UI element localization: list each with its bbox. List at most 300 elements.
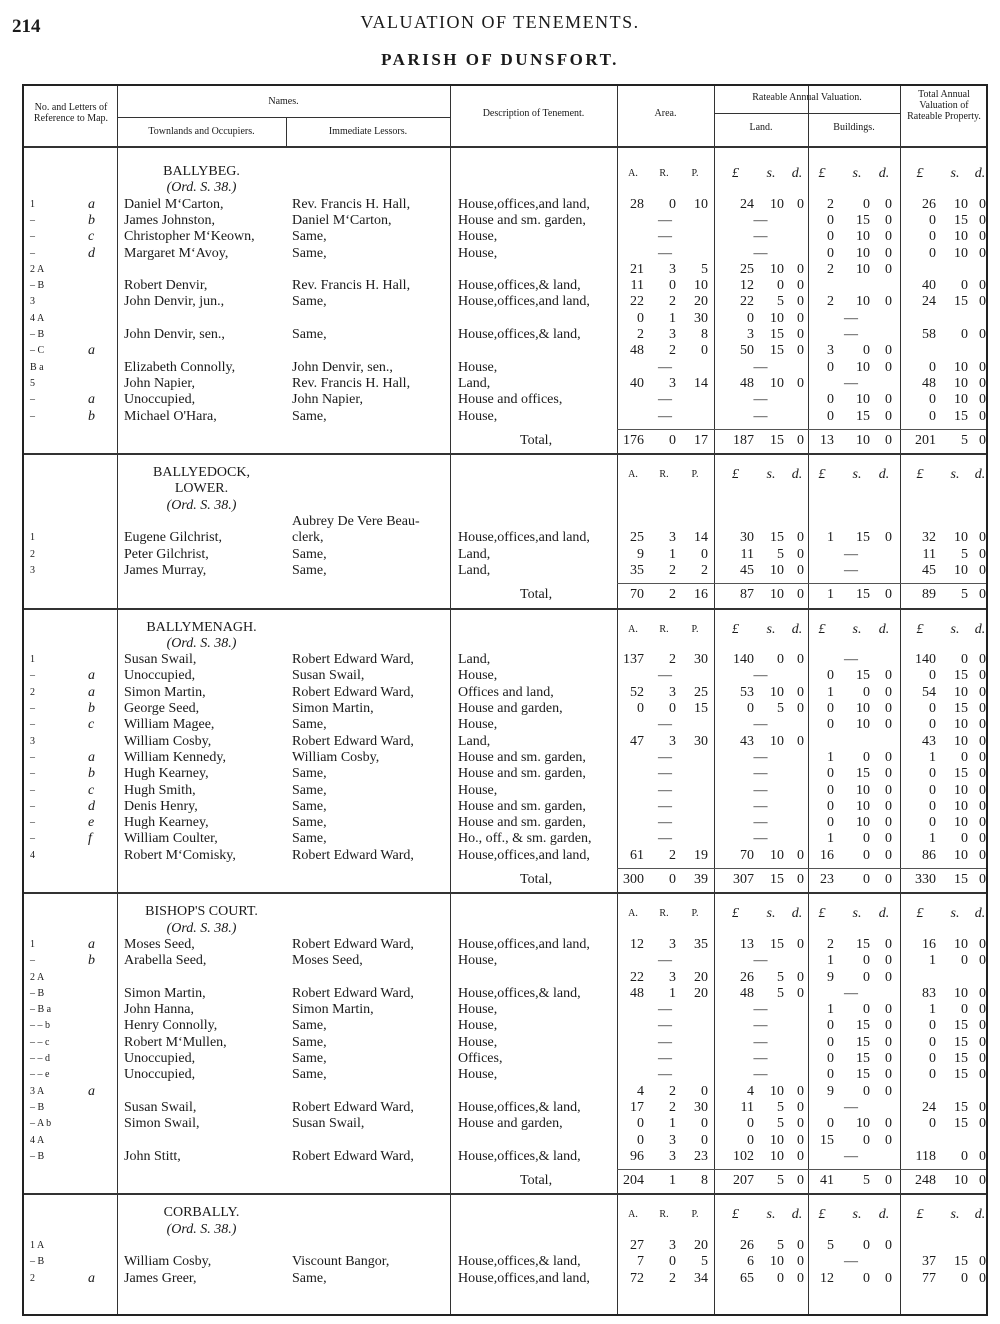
occupier-name: Unoccupied, [124, 392, 196, 408]
header-rateable: Rateable Annual Valuation. [752, 92, 862, 103]
area-value: 25 [630, 530, 644, 546]
area-value: 0 [637, 1116, 644, 1132]
unit-label: s. [852, 906, 862, 922]
lessor-name: Same, [292, 831, 327, 847]
bld-value: 15 [820, 1132, 834, 1148]
occupier-name: George Seed, [124, 701, 200, 716]
bld-value: 10 [856, 798, 870, 814]
bld-value: 0 [827, 668, 834, 684]
land-value: 87 [740, 587, 754, 603]
land-value: 43 [740, 733, 754, 749]
land-value: 0 [797, 327, 804, 342]
map-ref: – [30, 394, 35, 406]
area-value: 2 [637, 327, 644, 342]
land-value: 0 [797, 684, 804, 700]
bld-value: 15 [856, 1067, 870, 1083]
map-ref-letter: f [88, 831, 92, 847]
bld-value: 0 [885, 872, 892, 887]
land-value: 0 [797, 1254, 804, 1270]
tot-value: 0 [929, 701, 936, 716]
bld-value: 0 [885, 229, 892, 245]
map-ref: – C [30, 345, 45, 357]
tot-value: 5 [961, 587, 968, 603]
bld-value: 0 [863, 969, 870, 985]
lessor-name: Same, [292, 815, 327, 831]
land-value: 30 [740, 530, 754, 546]
tot-value: 10 [954, 782, 968, 798]
area-value: 30 [694, 652, 708, 668]
map-ref: 1 [30, 198, 35, 210]
tot-value: 10 [954, 1173, 968, 1189]
tot-value: 0 [961, 1002, 968, 1018]
occupier-name: Daniel M‘Carton, [124, 196, 224, 212]
occupier-name: William Coulter, [124, 831, 218, 847]
header-divider [117, 117, 450, 118]
bld-value: 1 [827, 1002, 834, 1018]
map-ref-letter: c [88, 229, 95, 245]
tot-value: 0 [929, 359, 936, 375]
bld-value: 2 [827, 294, 834, 310]
area-value: 3 [669, 936, 676, 952]
occupier-name: John Stitt, [124, 1148, 181, 1164]
bld-value: 1 [827, 684, 834, 700]
header-area: Area. [654, 108, 677, 119]
map-ref: – B [30, 329, 45, 340]
occupier-name: Denis Henry, [124, 798, 198, 814]
land-value: 0 [797, 1270, 804, 1286]
lessor-name: Simon Martin, [292, 701, 374, 716]
tot-value: 0 [979, 684, 986, 700]
map-ref-letter: c [88, 717, 95, 733]
tot-value: 0 [979, 872, 986, 887]
area-value: 0 [701, 1116, 708, 1132]
bld-value: 0 [863, 343, 870, 359]
map-ref: 3 [30, 735, 35, 747]
tenement-description: Offices and land, [458, 684, 554, 700]
map-ref: B a [30, 361, 44, 373]
area-value: — [658, 408, 672, 424]
tot-value: 0 [961, 749, 968, 765]
tot-value: 0 [979, 749, 986, 765]
section-divider [24, 608, 986, 610]
tot-value: 10 [954, 798, 968, 814]
area-value: 14 [694, 375, 708, 391]
area-value: 9 [637, 546, 644, 562]
ordnance-sheet: (Ord. S. 38.) [166, 635, 237, 651]
unit-label: s. [950, 906, 960, 922]
tot-value: 0 [929, 782, 936, 798]
land-value: 48 [740, 985, 754, 1001]
area-value: 22 [630, 294, 644, 310]
tot-value: 0 [929, 392, 936, 408]
area-value: 0 [637, 1132, 644, 1148]
unit-label: £ [818, 467, 826, 483]
tenement-description: House, [458, 717, 498, 733]
bld-value: 0 [885, 294, 892, 310]
unit-label: £ [916, 467, 924, 483]
tot-value: 330 [915, 872, 936, 887]
area-value: 17 [630, 1099, 644, 1115]
area-value: 300 [623, 872, 644, 887]
tenement-description: House and sm. garden, [458, 212, 586, 228]
land-value: 187 [733, 432, 754, 448]
bld-value: 0 [885, 717, 892, 733]
land-value: — [753, 408, 768, 424]
land-value: 0 [777, 652, 784, 668]
occupier-name: Robert M‘Comisky, [124, 847, 236, 863]
land-value: — [753, 766, 768, 782]
tenement-description: Land, [458, 652, 491, 668]
lessor-name: Moses Seed, [292, 953, 363, 969]
land-value: 0 [797, 530, 804, 546]
unit-label: d. [878, 166, 890, 181]
land-value: 10 [770, 684, 784, 700]
area-value: 3 [669, 733, 676, 749]
land-value: 10 [770, 261, 784, 277]
bld-value: 0 [863, 684, 870, 700]
land-value: — [753, 717, 768, 733]
tenement-description: House and sm. garden, [458, 798, 586, 814]
tot-value: 0 [979, 587, 986, 603]
unit-label: £ [916, 621, 924, 637]
land-value: 0 [797, 652, 804, 668]
bld-value: 5 [827, 1238, 834, 1253]
tot-value: 0 [929, 815, 936, 831]
bld-value: 0 [885, 530, 892, 546]
tot-value: 15 [954, 1067, 968, 1083]
area-value: 52 [630, 684, 644, 700]
bld-value: 0 [885, 815, 892, 831]
bld-value: 0 [863, 1083, 870, 1099]
area-value: — [658, 831, 672, 847]
section-divider [24, 892, 986, 894]
map-ref-letter: a [88, 668, 95, 684]
area-value: 70 [630, 587, 644, 603]
occupier-name: Hugh Kearney, [124, 815, 209, 831]
bld-value: 0 [885, 261, 892, 277]
occupier-name: John Denvir, sen., [124, 327, 225, 342]
unit-label: A. [628, 908, 638, 920]
tot-value: 40 [922, 278, 936, 294]
lessor-name: Robert Edward Ward, [292, 733, 414, 749]
occupier-name: Hugh Kearney, [124, 766, 209, 782]
tot-value: 0 [929, 1034, 936, 1050]
unit-label: £ [732, 166, 739, 181]
area-value: 176 [623, 432, 644, 448]
land-value: 10 [770, 1132, 784, 1148]
bld-value: 0 [885, 432, 892, 448]
land-value: 0 [797, 701, 804, 716]
unit-label: R. [659, 623, 669, 635]
tot-value: 48 [922, 375, 936, 391]
occupier-name: Hugh Smith, [124, 782, 196, 798]
townland-name: BISHOP'S COURT. [145, 904, 258, 920]
land-value: — [753, 359, 768, 375]
bld-value: 2 [827, 936, 834, 952]
land-value: — [753, 668, 768, 684]
total-label: Total, [520, 587, 553, 603]
map-ref-letter: d [88, 245, 95, 261]
area-value: 0 [669, 196, 676, 212]
area-value: 1 [669, 985, 676, 1001]
land-value: 6 [747, 1254, 754, 1270]
map-ref: 2 A [30, 263, 45, 275]
bld-value: 0 [827, 408, 834, 424]
tenement-description: House and garden, [458, 701, 563, 716]
land-value: 15 [770, 432, 784, 448]
bld-value: 0 [827, 359, 834, 375]
unit-label: d. [878, 906, 890, 922]
unit-label: £ [732, 621, 739, 637]
land-value: 0 [747, 701, 754, 716]
bld-value: 10 [856, 294, 870, 310]
bld-value: 13 [820, 432, 834, 448]
occupier-name: Arabella Seed, [124, 953, 207, 969]
land-value: — [753, 798, 768, 814]
land-value: 11 [740, 546, 754, 562]
header-total: Total Annual Valuation of Rateable Property. [907, 89, 981, 122]
area-value: 11 [630, 278, 644, 294]
unit-label: £ [818, 621, 826, 637]
map-ref: – B [30, 987, 45, 999]
tenement-description: House, [458, 1002, 498, 1018]
lessor-name: Same, [292, 408, 327, 424]
bld-value: 1 [827, 587, 834, 603]
tot-value: 0 [979, 733, 986, 749]
bld-value: 2 [827, 196, 834, 212]
occupier-name: William Kennedy, [124, 749, 226, 765]
map-ref: – B a [30, 1004, 52, 1016]
lessor-name: Simon Martin, [292, 1002, 374, 1018]
tot-value: 201 [915, 432, 936, 448]
tot-value: 10 [954, 815, 968, 831]
bld-value: — [844, 985, 858, 1001]
bld-value: 0 [885, 196, 892, 212]
land-value: 5 [777, 546, 784, 562]
unit-label: d. [791, 1207, 803, 1223]
land-value: — [753, 1051, 768, 1066]
area-value: 16 [694, 587, 708, 603]
lessor-name: Same, [292, 717, 327, 733]
tot-value: 26 [922, 196, 936, 212]
map-ref-letter: a [88, 684, 95, 700]
tot-value: 58 [922, 327, 936, 342]
bld-value: 15 [856, 668, 870, 684]
tot-value: 140 [915, 652, 936, 668]
area-value: 48 [630, 985, 644, 1001]
unit-label: d. [791, 166, 803, 181]
land-value: 10 [770, 196, 784, 212]
land-value: 10 [770, 1148, 784, 1164]
area-value: 2 [669, 652, 676, 668]
map-ref: 1 A [30, 1240, 45, 1251]
area-value: — [658, 392, 672, 408]
area-value: — [658, 798, 672, 814]
area-value: 30 [694, 733, 708, 749]
land-value: 0 [797, 872, 804, 887]
area-value: 3 [669, 530, 676, 546]
unit-label: A. [628, 1209, 638, 1221]
occupier-name: Susan Swail, [124, 1099, 197, 1115]
lessor-name: Susan Swail, [292, 1116, 365, 1132]
tenement-description: House,offices,and land, [458, 847, 590, 863]
area-value: 61 [630, 847, 644, 863]
tot-value: 0 [979, 327, 986, 342]
unit-label: s. [950, 1207, 960, 1223]
bld-value: 0 [863, 1132, 870, 1148]
unit-label: d. [974, 467, 986, 483]
bld-value: — [844, 652, 858, 668]
bld-value: 0 [885, 1018, 892, 1034]
bld-value: 0 [885, 847, 892, 863]
lessor-name: clerk, [292, 530, 324, 546]
tot-value: 0 [961, 953, 968, 969]
lessor-name: Robert Edward Ward, [292, 985, 414, 1001]
area-value: 8 [701, 327, 708, 342]
land-value: 0 [797, 432, 804, 448]
area-value: 10 [694, 196, 708, 212]
land-value: 15 [770, 936, 784, 952]
lessor-name: Robert Edward Ward, [292, 1099, 414, 1115]
tot-value: 10 [954, 717, 968, 733]
lessor-name: Daniel M‘Carton, [292, 212, 392, 228]
lessor-name: Robert Edward Ward, [292, 684, 414, 700]
area-value: 0 [701, 546, 708, 562]
bld-value: 10 [856, 261, 870, 277]
land-value: — [753, 1018, 768, 1034]
tot-value: 0 [979, 1116, 986, 1132]
tot-value: 0 [979, 562, 986, 578]
tot-value: 0 [979, 668, 986, 684]
area-value: 4 [637, 1083, 644, 1099]
bld-value: 0 [827, 798, 834, 814]
land-value: — [753, 1002, 768, 1018]
tot-value: 0 [961, 652, 968, 668]
header-buildings: Buildings. [833, 122, 875, 133]
bld-value: 41 [820, 1173, 834, 1189]
tot-value: 0 [979, 717, 986, 733]
tenement-description: House and garden, [458, 1116, 563, 1132]
land-value: 10 [770, 310, 784, 326]
area-value: — [658, 782, 672, 798]
tenement-description: House,offices,and land, [458, 196, 590, 212]
header-description: Description of Tenement. [482, 108, 585, 119]
lessor-name: Same, [292, 294, 327, 310]
bld-value: 15 [856, 587, 870, 603]
townland-name: BALLYBEG. [163, 164, 240, 179]
col-divider [450, 86, 451, 1314]
bld-value: 1 [827, 530, 834, 546]
land-value: 11 [740, 1099, 754, 1115]
bld-value: 0 [863, 872, 870, 887]
bld-value: — [844, 562, 858, 578]
tot-value: 15 [954, 212, 968, 228]
land-value: 70 [740, 847, 754, 863]
map-ref-letter: d [88, 798, 95, 814]
tenement-description: House, [458, 1034, 498, 1050]
unit-label: P. [691, 1209, 699, 1221]
unit-label: d. [974, 1207, 986, 1223]
unit-label: s. [950, 467, 960, 483]
land-value: 15 [770, 872, 784, 887]
map-ref: – [30, 955, 35, 967]
tot-value: 15 [954, 701, 968, 716]
tenement-description: Offices, [458, 1051, 503, 1066]
land-value: 0 [797, 1238, 804, 1253]
bld-value: 15 [856, 408, 870, 424]
area-value: 2 [669, 562, 676, 578]
land-value: 5 [777, 1238, 784, 1253]
unit-label: d. [878, 621, 890, 637]
unit-label: £ [818, 1207, 826, 1223]
bld-value: 0 [827, 245, 834, 261]
map-ref-letter: a [88, 749, 95, 765]
unit-label: R. [659, 908, 669, 920]
area-value: 2 [701, 562, 708, 578]
tot-value: 0 [929, 668, 936, 684]
tot-value: 15 [954, 1099, 968, 1115]
map-ref: 3 A [30, 1085, 45, 1097]
land-value: 10 [770, 375, 784, 391]
bld-value: 0 [827, 1067, 834, 1083]
tot-value: 0 [929, 1067, 936, 1083]
area-value: 3 [669, 1238, 676, 1253]
bld-value: 15 [856, 212, 870, 228]
land-value: 15 [770, 530, 784, 546]
bld-value: 0 [827, 1034, 834, 1050]
tot-value: 10 [954, 392, 968, 408]
unit-label: d. [974, 906, 986, 922]
land-value: — [753, 1067, 768, 1083]
land-value: 26 [740, 969, 754, 985]
tot-value: 0 [979, 245, 986, 261]
lessor-name: Same, [292, 562, 327, 578]
occupier-name: James Murray, [124, 562, 207, 578]
bld-value: 9 [827, 1083, 834, 1099]
unit-label: P. [691, 168, 699, 179]
map-ref: – – e [30, 1069, 50, 1081]
unit-label: s. [852, 166, 862, 181]
unit-label: £ [916, 1207, 924, 1223]
area-value: 8 [701, 1173, 708, 1189]
map-ref: 1 [30, 532, 35, 544]
tot-value: 0 [961, 327, 968, 342]
tenement-description: Ho., off., & sm. garden, [458, 831, 592, 847]
tot-value: 0 [979, 212, 986, 228]
tenement-description: Land, [458, 546, 491, 562]
tot-value: 0 [979, 278, 986, 294]
lessor-name: John Napier, [292, 392, 363, 408]
unit-label: £ [916, 906, 924, 922]
bld-value: 0 [885, 343, 892, 359]
header-divider [714, 113, 900, 114]
unit-label: A. [628, 168, 638, 179]
area-value: — [658, 245, 672, 261]
bld-value: 0 [885, 953, 892, 969]
land-value: 13 [740, 936, 754, 952]
tot-value: 45 [922, 562, 936, 578]
tot-value: 0 [929, 245, 936, 261]
land-value: 0 [797, 587, 804, 603]
map-ref-letter: b [88, 701, 95, 716]
area-value: 1 [669, 546, 676, 562]
land-value: 24 [740, 196, 754, 212]
bld-value: 0 [827, 1018, 834, 1034]
area-value: 3 [669, 684, 676, 700]
bld-value: — [844, 310, 858, 326]
map-ref-letter: a [88, 392, 95, 408]
map-ref-letter: b [88, 766, 95, 782]
